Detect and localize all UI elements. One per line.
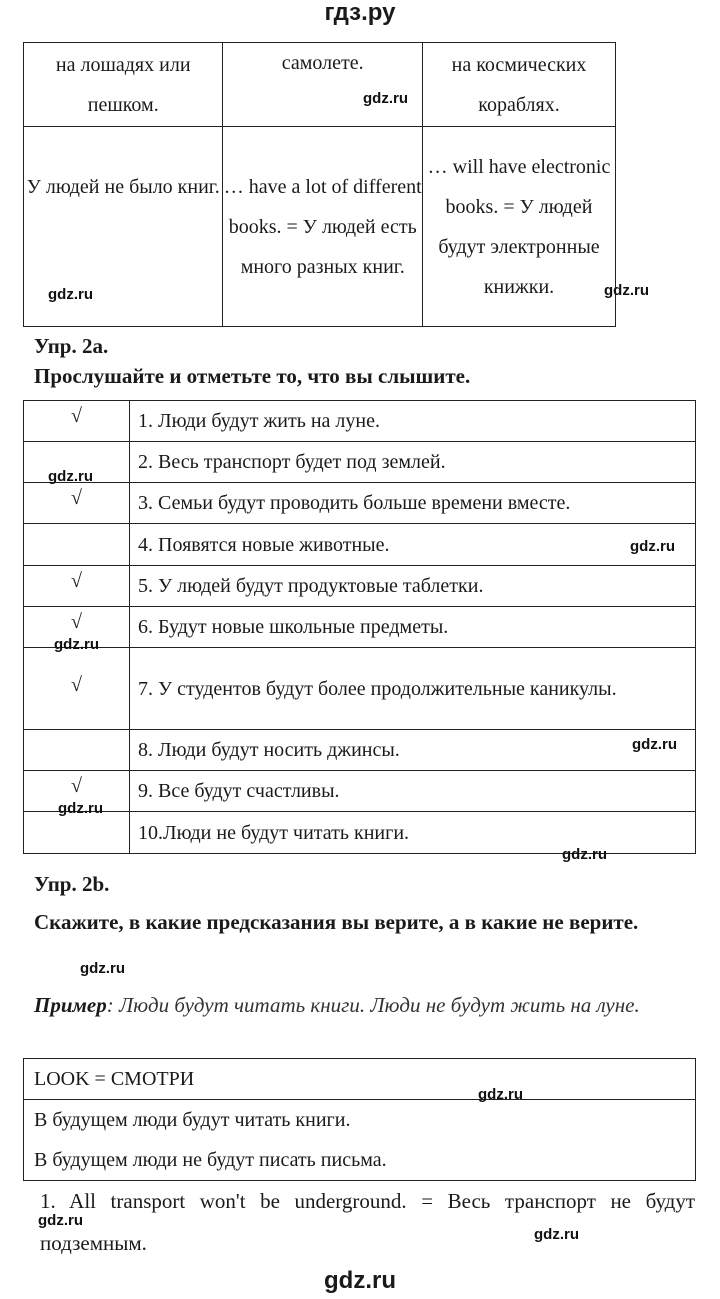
list-item: 7. У студентов будут более продолжительные каникулы. xyxy=(130,648,696,730)
table-row xyxy=(24,442,696,483)
watermark: gdz.ru xyxy=(604,282,649,299)
check-mark: √ xyxy=(24,771,130,812)
table-row xyxy=(24,483,696,524)
example-text: : Люди будут читать книги. Люди не будут жить на луне. xyxy=(106,993,640,1017)
table-cell: на космических кораблях. xyxy=(423,43,616,127)
watermark: gdz.ru xyxy=(58,800,103,817)
watermark: gdz.ru xyxy=(534,1226,579,1243)
watermark: gdz.ru xyxy=(363,90,408,107)
look-table xyxy=(23,1058,696,1181)
example-label: Пример xyxy=(34,993,107,1017)
watermark: gdz.ru xyxy=(630,538,675,555)
table-row xyxy=(24,1100,696,1181)
table-row xyxy=(24,771,696,812)
exercise-2a-instruction: Прослушайте и отметьте то, что вы слышите. xyxy=(34,364,471,388)
table-cell: … have a lot of different books. = У людей есть много разных книг. xyxy=(223,127,423,327)
list-item: 4. Появятся новые животные. xyxy=(130,524,696,566)
list-item: 1. Люди будут жить на луне. xyxy=(130,401,696,442)
check-mark: √ xyxy=(24,607,130,648)
table-row xyxy=(24,1059,696,1100)
table-row xyxy=(24,401,696,442)
table-row xyxy=(24,127,616,327)
table-row xyxy=(24,607,696,648)
check-mark: √ xyxy=(24,648,130,730)
list-item: 9. Все будут счастливы. xyxy=(130,771,696,812)
table-row xyxy=(24,524,696,566)
check-mark xyxy=(24,730,130,771)
table-cell: LOOK = СМОТРИ xyxy=(24,1059,696,1100)
table-cell: У людей не было книг. xyxy=(24,127,223,327)
check-mark: √ xyxy=(24,566,130,607)
check-mark xyxy=(24,524,130,566)
watermark: gdz.ru xyxy=(48,468,93,485)
site-footer: gdz.ru xyxy=(324,1267,396,1294)
list-item: 8. Люди будут носить джинсы. xyxy=(130,730,696,771)
watermark: gdz.ru xyxy=(632,736,677,753)
table-row xyxy=(24,43,616,127)
watermark: gdz.ru xyxy=(80,960,125,977)
list-item: 2. Весь транспорт будет под землей. xyxy=(130,442,696,483)
look-line: В будущем люди будут читать книги. xyxy=(34,1109,351,1131)
table-row xyxy=(24,566,696,607)
exercise-2a-title: Упр. 2а. xyxy=(34,334,109,358)
list-item: 10.Люди не будут читать книги. xyxy=(130,812,696,854)
exercise-2b-title: Упр. 2b. xyxy=(34,872,110,896)
check-mark xyxy=(24,812,130,854)
watermark: gdz.ru xyxy=(562,846,607,863)
site-header: гдз.ру xyxy=(324,0,396,26)
check-mark: √ xyxy=(24,483,130,524)
watermark: gdz.ru xyxy=(478,1086,523,1103)
list-item: 5. У людей будут продуктовые таблетки. xyxy=(130,566,696,607)
list-item: 3. Семьи будут проводить больше времени вместе. xyxy=(130,483,696,524)
list-item: 6. Будут новые школьные предметы. xyxy=(130,607,696,648)
check-mark: √ xyxy=(24,401,130,442)
watermark: gdz.ru xyxy=(54,636,99,653)
checklist-table xyxy=(23,400,696,854)
table-row xyxy=(24,648,696,730)
answer-item: 1. All transport won't be underground. = Весь транспорт не будут подземным. xyxy=(40,1189,695,1255)
table-cell xyxy=(24,1100,696,1181)
table-row xyxy=(24,730,696,771)
table-cell: … will have electronic books. = У людей будут электронные книжки. xyxy=(423,127,616,327)
table-cell: самолете. xyxy=(223,43,423,127)
table-cell: на лошадях или пешком. xyxy=(24,43,223,127)
watermark: gdz.ru xyxy=(48,286,93,303)
look-line: В будущем люди не будут писать письма. xyxy=(34,1149,387,1171)
watermark: gdz.ru xyxy=(38,1212,83,1229)
example xyxy=(34,984,696,1026)
comparison-table xyxy=(23,42,616,327)
exercise-2b-instruction: Скажите, в какие предсказания вы верите, а в какие не верите. xyxy=(34,910,639,934)
